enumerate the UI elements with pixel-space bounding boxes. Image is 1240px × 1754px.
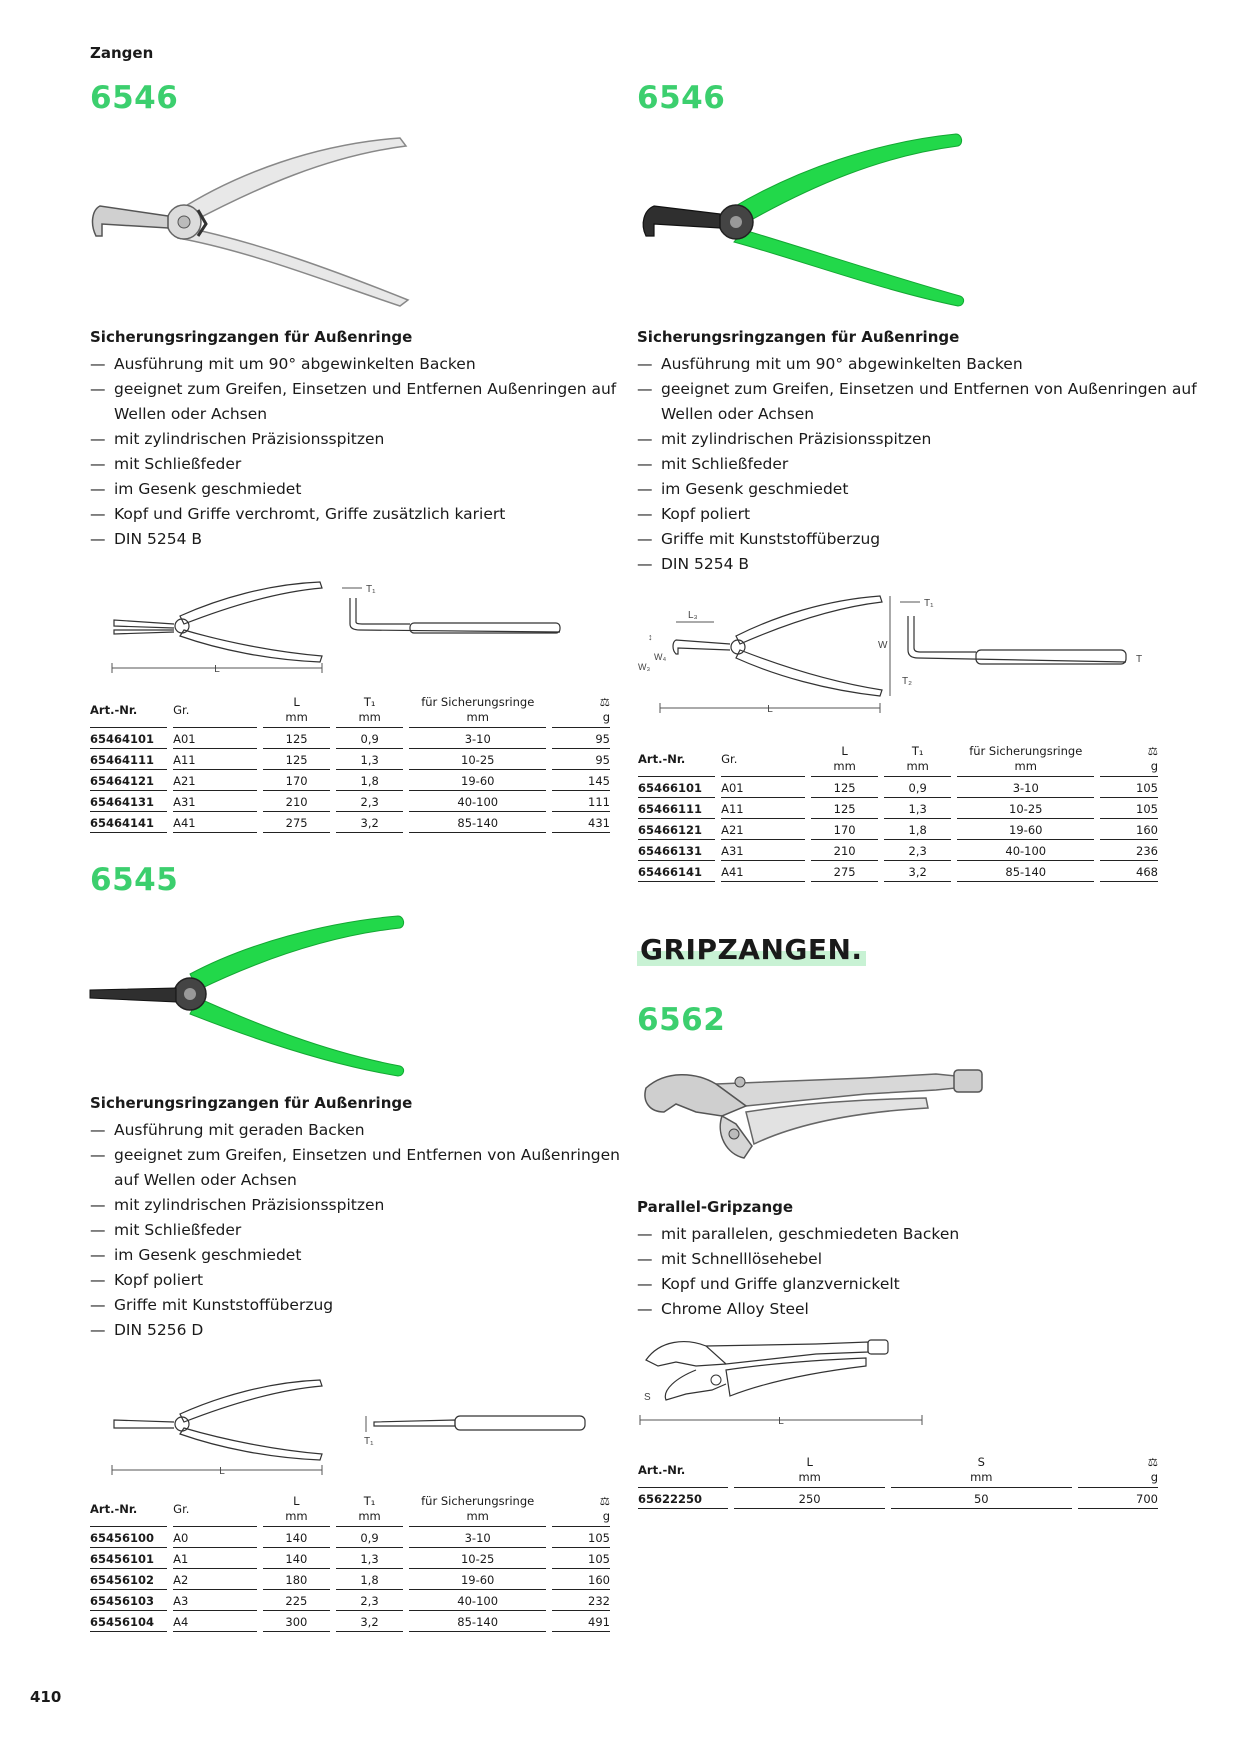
table-row: 65456104 A4 300 3,2 85-140 491 xyxy=(90,1611,610,1632)
spec-table-6545 xyxy=(84,1494,616,1632)
feature-item: — mit zylindrischen Präzisionsspitzen xyxy=(637,427,1197,452)
diagram-label-t: T xyxy=(1136,654,1143,665)
product-number-6546-chrome: 6546 xyxy=(90,80,179,116)
col-header-t1: T₁ mm xyxy=(336,1494,403,1527)
spec-table-6562 xyxy=(632,1455,1164,1509)
category-heading: GRIPZANGEN. xyxy=(637,933,866,966)
scale-icon: ⚖ xyxy=(599,1494,610,1508)
table-row: 65456102 A2 180 1,8 19-60 160 xyxy=(90,1569,610,1590)
feature-item: — Kopf und Griffe glanzvernickelt xyxy=(637,1272,1197,1297)
feature-item: — mit Schließfeder xyxy=(90,1218,620,1243)
feature-item: — DIN 5254 B xyxy=(637,552,1197,577)
product-title: Sicherungsringzangen für Außenringe xyxy=(90,328,413,346)
col-header-weight: ⚖ g xyxy=(1100,744,1158,777)
col-header-weight: ⚖ g xyxy=(1078,1455,1158,1488)
col-header-art: Art.-Nr. xyxy=(638,1455,728,1488)
table-row: 65466131 A31 210 2,3 40-100 236 xyxy=(638,840,1158,861)
dimension-diagram-6562 xyxy=(636,1334,936,1434)
diagram-label-t1: T₁ xyxy=(924,598,934,609)
dimension-diagram-6546-chrome xyxy=(110,580,570,680)
feature-list xyxy=(637,1222,1197,1322)
locking-pliers-image xyxy=(636,1054,986,1169)
svg-text:↕: ↕ xyxy=(648,632,653,642)
feature-item: — im Gesenk geschmiedet xyxy=(90,477,620,502)
col-header-gr: Gr. xyxy=(173,695,257,728)
col-header-gr: Gr. xyxy=(721,744,805,777)
dimension-diagram-6545 xyxy=(110,1378,590,1478)
feature-item: — Ausführung mit um 90° abgewinkelten Backen xyxy=(90,352,620,377)
feature-item: — geeignet zum Greifen, Einsetzen und Entfernen Außenringen auf Wellen oder Achsen xyxy=(90,377,620,427)
diagram-label-s: S xyxy=(644,1392,651,1403)
feature-item: — geeignet zum Greifen, Einsetzen und Entfernen von Außenringen auf Wellen oder Achsen xyxy=(637,377,1197,427)
feature-item: — Ausführung mit geraden Backen xyxy=(90,1118,620,1143)
feature-item: — im Gesenk geschmiedet xyxy=(90,1243,620,1268)
feature-item: — Griffe mit Kunststoffüberzug xyxy=(637,527,1197,552)
diagram-label-t2: T₂ xyxy=(902,676,912,687)
col-header-t1: T₁ mm xyxy=(336,695,403,728)
col-header-ring: für Sicherungsringe mm xyxy=(957,744,1094,777)
pliers-green-angled-image xyxy=(636,130,976,305)
feature-item: — Ausführung mit um 90° abgewinkelten Backen xyxy=(637,352,1197,377)
table-row: 65466141 A41 275 3,2 85-140 468 xyxy=(638,861,1158,882)
col-header-gr: Gr. xyxy=(173,1494,257,1527)
feature-item: — mit Schließfeder xyxy=(637,452,1197,477)
feature-item: — im Gesenk geschmiedet xyxy=(637,477,1197,502)
product-title: Sicherungsringzangen für Außenringe xyxy=(637,328,960,346)
diagram-label-l: L xyxy=(778,1416,784,1427)
feature-item: — mit zylindrischen Präzisionsspitzen xyxy=(90,427,620,452)
diagram-label-l: L xyxy=(214,664,220,675)
diagram-label-l: L xyxy=(219,1466,225,1477)
col-header-ring: für Sicherungsringe mm xyxy=(409,695,546,728)
spec-table-6546-green xyxy=(632,744,1164,882)
feature-list xyxy=(637,352,1197,577)
dimension-diagram-6546-green xyxy=(636,592,1156,722)
table-row: 65466111 A11 125 1,3 10-25 105 xyxy=(638,798,1158,819)
diagram-label-w3: W₃ xyxy=(638,662,651,672)
col-header-l: L mm xyxy=(811,744,878,777)
diagram-label-t1: T₁ xyxy=(364,1436,374,1447)
table-row: 65464141 A41 275 3,2 85-140 431 xyxy=(90,812,610,833)
diagram-label-l3: L₃ xyxy=(688,610,698,621)
product-title: Sicherungsringzangen für Außenringe xyxy=(90,1094,413,1112)
pliers-green-straight-image xyxy=(86,914,416,1074)
feature-item: — Kopf und Griffe verchromt, Griffe zusätzlich kariert xyxy=(90,502,620,527)
product-title: Parallel-Gripzange xyxy=(637,1198,794,1216)
col-header-l: L mm xyxy=(263,1494,330,1527)
page-number: 410 xyxy=(30,1688,62,1706)
product-number-6562: 6562 xyxy=(637,1002,726,1038)
col-header-t1: T₁ mm xyxy=(884,744,951,777)
pliers-chrome-image xyxy=(88,132,418,307)
diagram-label-w: W xyxy=(878,640,888,651)
diagram-label-l: L xyxy=(767,704,773,715)
feature-item: — Kopf poliert xyxy=(637,502,1197,527)
feature-item: — DIN 5256 D xyxy=(90,1318,620,1343)
table-row: 65464111 A11 125 1,3 10-25 95 xyxy=(90,749,610,770)
diagram-label-w4: W₄ xyxy=(654,652,667,662)
col-header-l: L mm xyxy=(734,1455,885,1488)
feature-item: — DIN 5254 B xyxy=(90,527,620,552)
col-header-weight: ⚖ g xyxy=(552,695,610,728)
scale-icon: ⚖ xyxy=(1147,1455,1158,1469)
feature-item: — Chrome Alloy Steel xyxy=(637,1297,1197,1322)
table-row: 65464121 A21 170 1,8 19-60 145 xyxy=(90,770,610,791)
col-header-art: Art.-Nr. xyxy=(90,695,167,728)
diagram-label-t1: T₁ xyxy=(366,584,376,595)
table-row: 65466101 A01 125 0,9 3-10 105 xyxy=(638,777,1158,798)
section-label: Zangen xyxy=(90,44,154,62)
feature-list xyxy=(90,1118,620,1343)
table-row: 65622250 250 50 700 xyxy=(638,1488,1158,1509)
feature-item: — mit zylindrischen Präzisionsspitzen xyxy=(90,1193,620,1218)
feature-item: — Griffe mit Kunststoffüberzug xyxy=(90,1293,620,1318)
feature-list xyxy=(90,352,620,552)
table-row: 65466121 A21 170 1,8 19-60 160 xyxy=(638,819,1158,840)
col-header-l: L mm xyxy=(263,695,330,728)
scale-icon: ⚖ xyxy=(599,695,610,709)
product-number-6546-green: 6546 xyxy=(637,80,726,116)
feature-item: — mit Schließfeder xyxy=(90,452,620,477)
feature-item: — geeignet zum Greifen, Einsetzen und Entfernen von Außenringen auf Wellen oder Achsen xyxy=(90,1143,620,1193)
feature-item: — Kopf poliert xyxy=(90,1268,620,1293)
table-row: 65456103 A3 225 2,3 40-100 232 xyxy=(90,1590,610,1611)
feature-item: — mit Schnelllösehebel xyxy=(637,1247,1197,1272)
table-row: 65464131 A31 210 2,3 40-100 111 xyxy=(90,791,610,812)
scale-icon: ⚖ xyxy=(1147,744,1158,758)
col-header-weight: ⚖ g xyxy=(552,1494,610,1527)
col-header-art: Art.-Nr. xyxy=(90,1494,167,1527)
product-number-6545: 6545 xyxy=(90,862,179,898)
table-row: 65456100 A0 140 0,9 3-10 105 xyxy=(90,1527,610,1548)
col-header-ring: für Sicherungsringe mm xyxy=(409,1494,546,1527)
spec-table-6546-chrome xyxy=(84,695,616,833)
table-row: 65456101 A1 140 1,3 10-25 105 xyxy=(90,1548,610,1569)
table-row: 65464101 A01 125 0,9 3-10 95 xyxy=(90,728,610,749)
feature-item: — mit parallelen, geschmiedeten Backen xyxy=(637,1222,1197,1247)
col-header-s: S mm xyxy=(891,1455,1072,1488)
col-header-art: Art.-Nr. xyxy=(638,744,715,777)
